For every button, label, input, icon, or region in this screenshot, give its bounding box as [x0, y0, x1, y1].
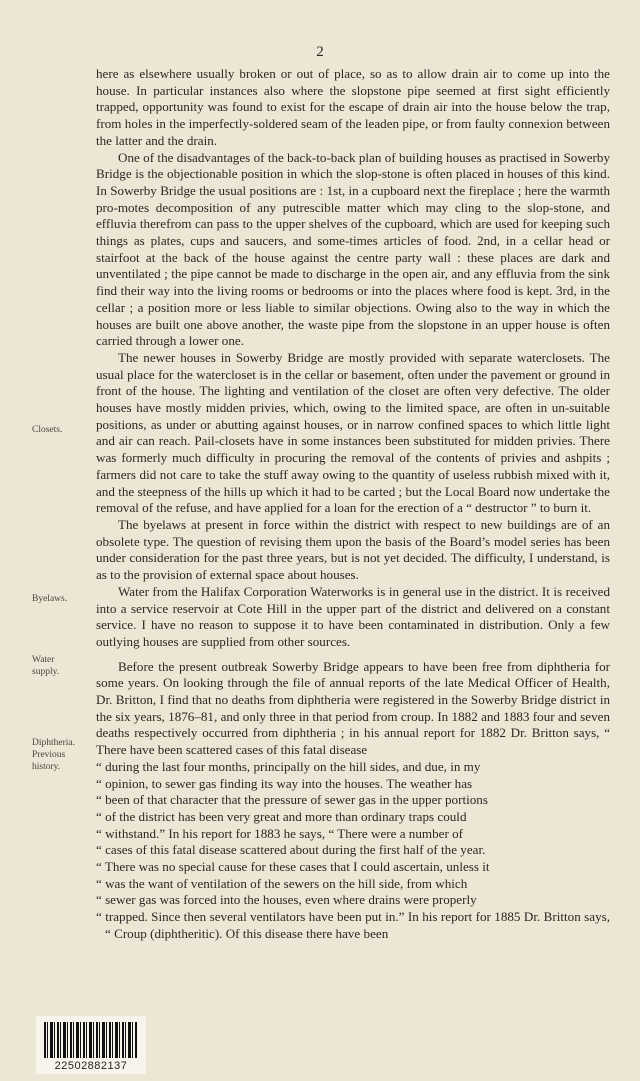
paragraph-drain-air: here as elsewhere usually broken or out of place, so as to allow drain air to come up into the house. In particular instances also where the slopstone pipe seemed at first sight efficiently trapped, opportunity was found to exist for the escape of drain air into the house below the trap, from holes in the imperfectly-soldered seam of the leaden pipe, or from faulty connexion between the latter and the drain. — [96, 66, 610, 148]
barcode-number: 22502882137 — [54, 1060, 128, 1072]
paragraph-water-supply: Water from the Halifax Corporation Waterworks is in general use in the district. It is received into a service reservoir at Cote Hill in the upper part of the district and delivered on a constant service. I have no reason to suppose it to have been contaminated in distribution. Only a few outlying houses are supplied from other sources. — [96, 583, 610, 649]
library-barcode — [36, 1016, 146, 1074]
quote-line: “ withstand.” In his report for 1883 he says, “ There were a number of — [96, 825, 463, 841]
quote-line: “ was the want of ventilation of the sewers on the hill side, from which — [96, 875, 468, 891]
quote-line: “ of the district has been very great and more than ordinary traps could — [96, 808, 467, 824]
quote-line: “ cases of this fatal disease scattered about during the first half of the year. — [96, 842, 486, 858]
margin-note-byelaws — [32, 593, 94, 605]
quote-line: “ during the last four months, principally on the hill sides, and due, in my — [96, 758, 481, 774]
margin-note-water-supply — [32, 654, 94, 678]
paragraph-diphtheria: Before the present outbreak Sowerby Bridge appears to have been free from diphtheria for some years. On looking through the file of annual reports of the late Medical Officer of Health, Dr. Britton, I find that no deaths from diphtheria were registered in the Sowerby Bridge district in the six years, 1876–81, and only three in that period from croup. In 1882 and 1883 four and seven deaths respectively occurred from diphtheria ; in his annual report for 1882 Dr. Britton says, “ There have been scattered cases of this fatal disease — [96, 658, 610, 758]
margin-note-diphtheria-line: Diphtheria. — [32, 738, 76, 748]
margin-note-history-line: history. — [32, 762, 61, 772]
document-body — [96, 66, 610, 943]
margin-note-water-line: Water — [32, 655, 55, 665]
margin-note-diphtheria — [32, 737, 94, 773]
quote-line: “ There was no special cause for these cases that I could ascertain, unless it — [96, 859, 490, 875]
paragraph-byelaws: The byelaws at present in force within the district with respect to new buildings are of an obsolete type. The question of revising them upon the basis of the Board’s model series has been under consideration for the past three years, but is not yet decided. The difficulty, I understand, is as to the provision of external space about houses. — [96, 516, 610, 583]
page-number: 2 — [316, 44, 324, 60]
margin-note-previous-line: Previous — [32, 750, 66, 760]
quote-line: “ opinion, to sewer gas finding its way into the houses. The weather has — [96, 775, 473, 791]
quote-line: “ sewer gas was forced into the houses, even where drains were properly — [96, 892, 477, 908]
margin-note-byelaws-text: Byelaws. — [32, 594, 68, 604]
margin-note-closets — [32, 424, 94, 436]
paragraph-back-to-back: One of the disadvantages of the back-to-back plan of building houses as practised in Sowerby Bridge is the objectionable position in which the slop-stone is often placed in houses of this kind. In Sowerby Bridge the usual positions are : 1st, in a cupboard next the fireplace ; here the warmth pro-motes decomposition of any putrescible matter which may cling to the slop-stone, and effluvia therefrom can pass to the upper shelves of the cupboard, which are used for keeping such things as plates, cups and saucers, and some-times articles of food. 2nd, in a cellar head or stairfoot at the back of the house against the centre party wall : these places are dark and unventilated ; the pipe cannot be made to discharge in the open air, and any effluvia from the sink find their way into the living rooms or bedrooms or into the places where food is kept. 3rd, in the cellar ; a position more or less liable to similar objections. Owing also to the way in which the houses are built one above another, the waste pipe from the slopstone in an upper house is often carried through a lower one. — [96, 149, 610, 349]
quote-line: “ trapped. Since then several ventilators have been put in.” In his report for 1885 Dr. Britton says, “ Croup (diphtheritic). Of this disease there have been — [96, 909, 610, 941]
barcode-bars — [44, 1022, 138, 1058]
margin-note-supply-line: supply. — [32, 667, 60, 677]
margin-note-closets-text: Closets. — [32, 425, 63, 435]
quote-line: “ been of that character that the pressure of sewer gas in the upper portions — [96, 792, 488, 808]
paragraph-closets: The newer houses in Sowerby Bridge are mostly provided with separate waterclosets. The usual place for the watercloset is in the cellar or basement, often under the pavement or ground in front of the house. The lighting and ventilation of the closet are often very defective. The older houses have mostly midden privies, which, owing to the limited space, are often in un-suitable positions, as under or abutting against houses, or in narrow confined spaces to which little light and air can reach. Pail-closets have in some instances been substituted for midden privies. There was formerly much difficulty in procuring the removal of the contents of privies and ashpits ; farmers did not care to take the stuff away owing to the quantity of useless rubbish mixed with it, and the steepness of the hills up which it had to be carted ; but the Local Board now undertake the removal of the refuse, and have applied for a loan for the erection of a “ destructor ” to burn it. — [96, 349, 610, 516]
